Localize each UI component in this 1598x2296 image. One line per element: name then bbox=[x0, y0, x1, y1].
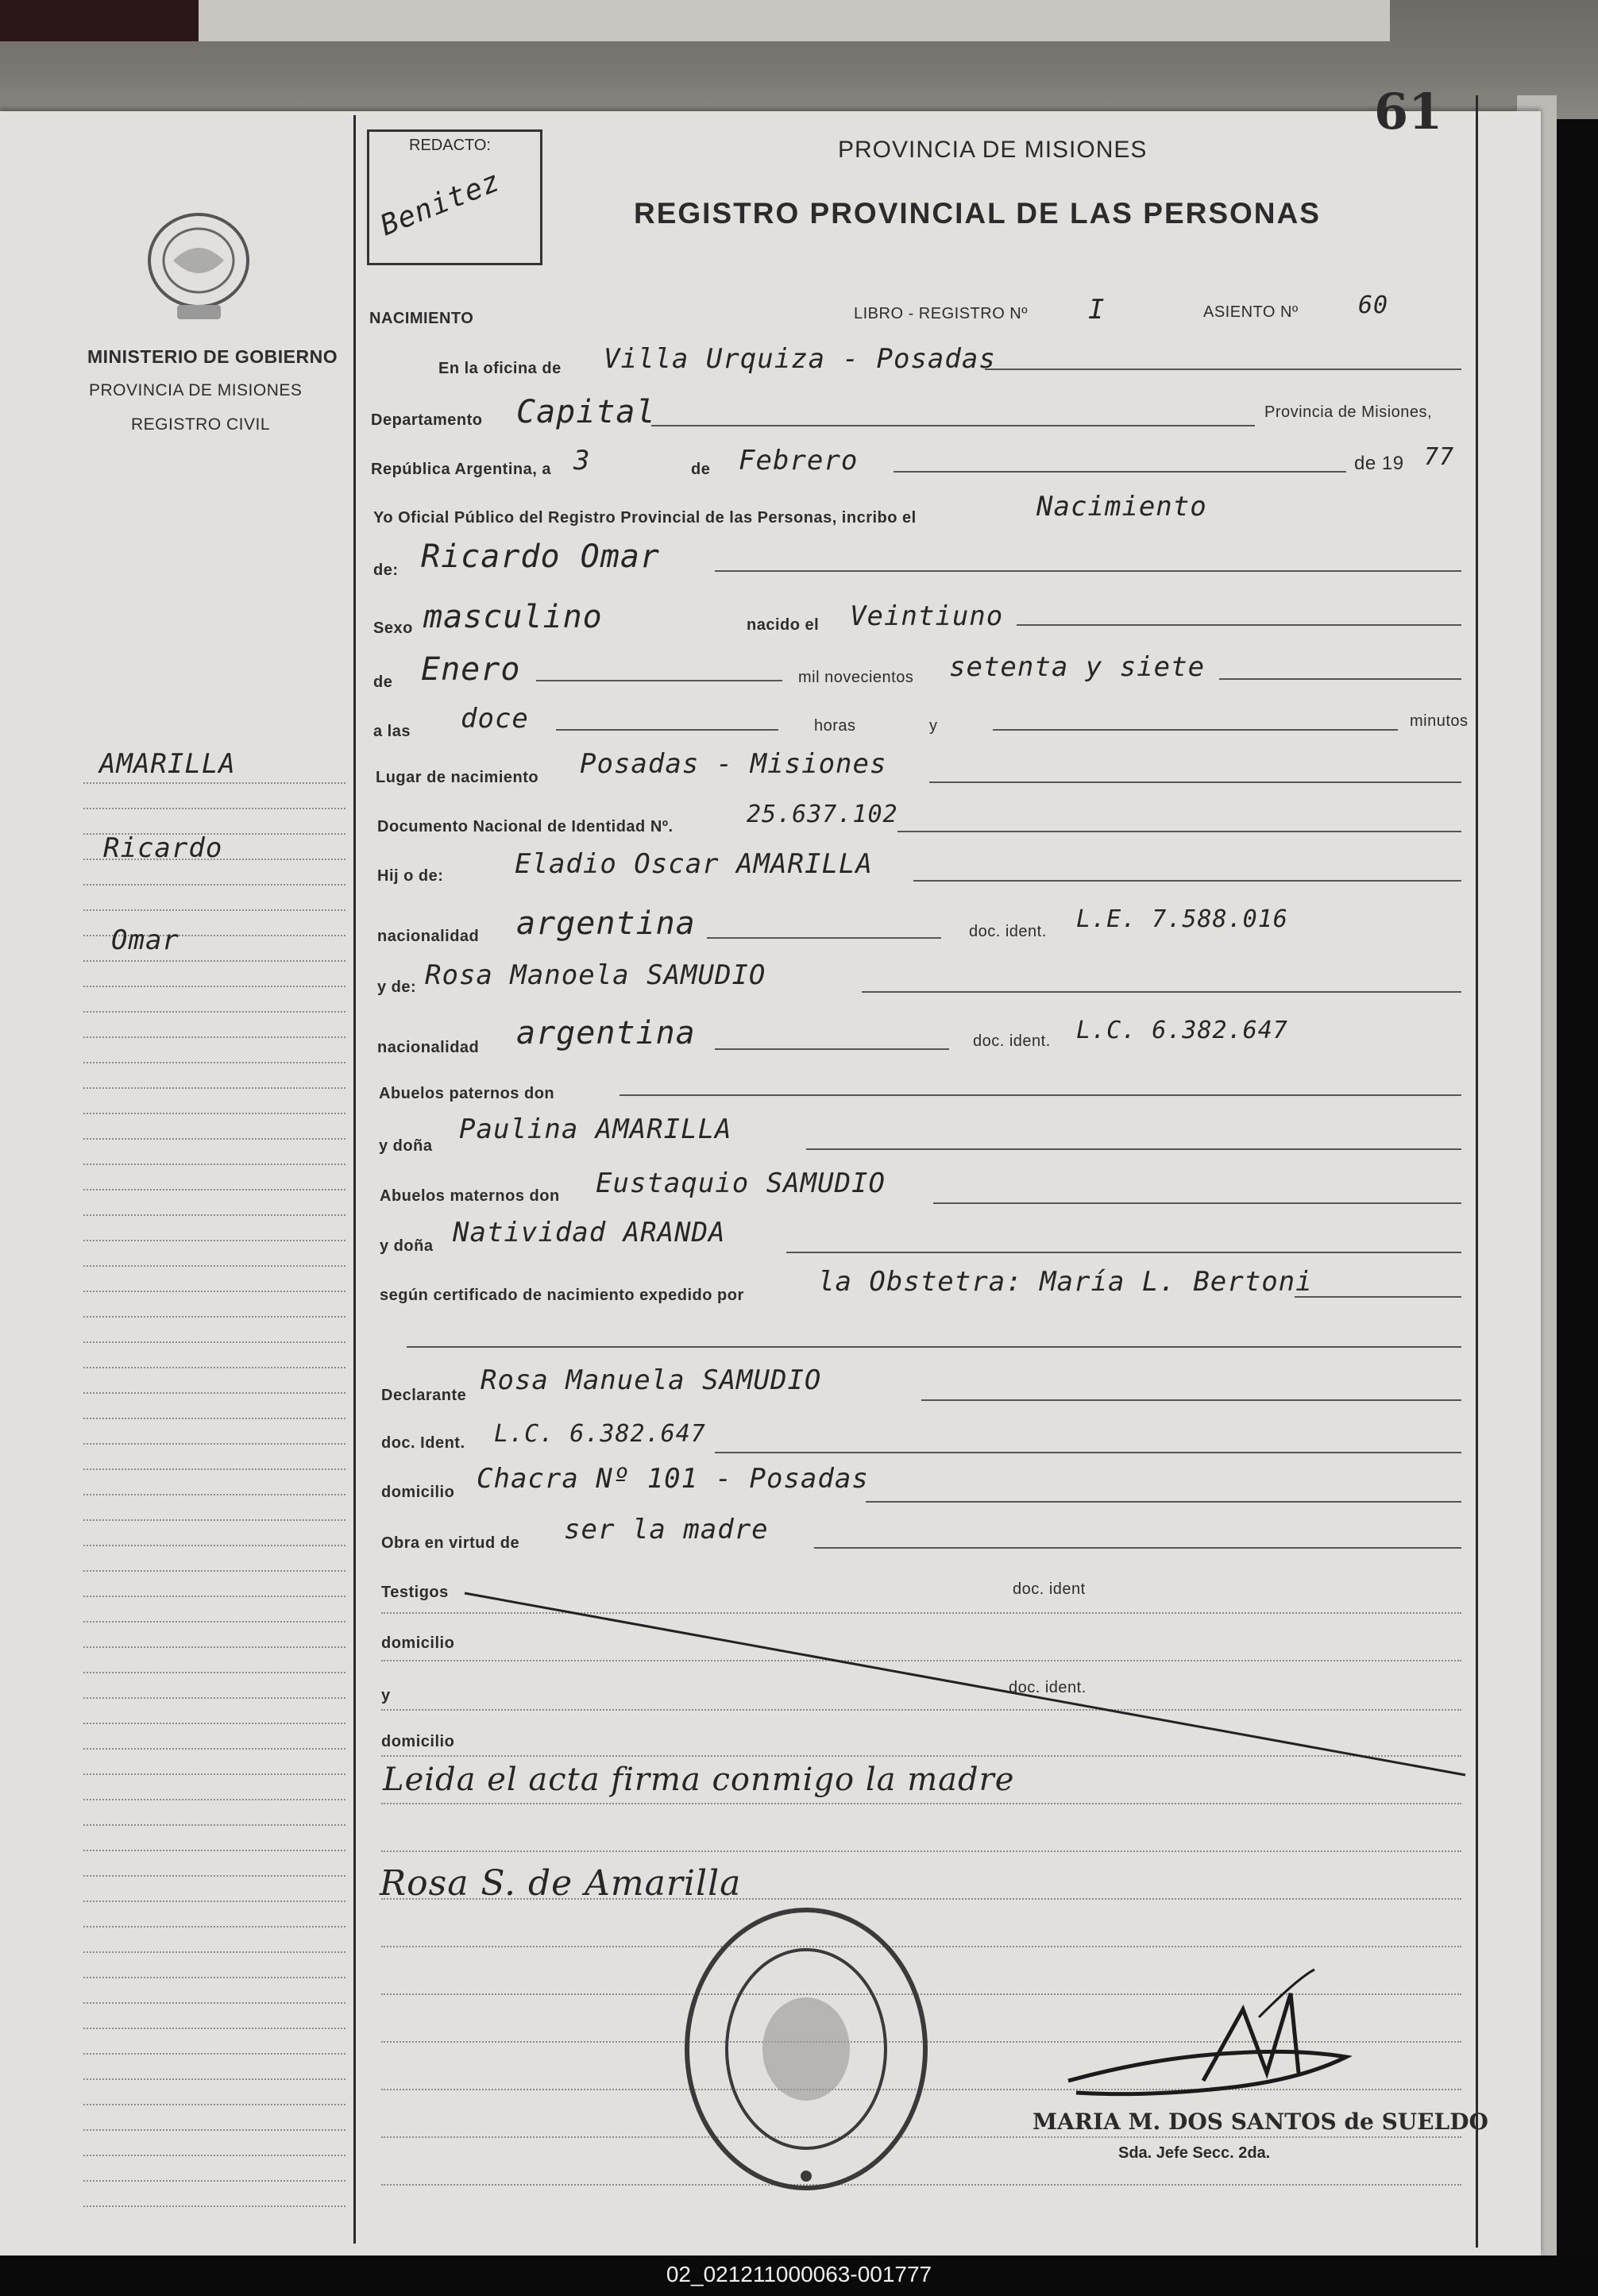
nacionalidad-2-label: nacionalidad bbox=[377, 1039, 480, 1056]
provincia-suffix: Provincia de Misiones, bbox=[1264, 403, 1433, 421]
obra-label: Obra en virtud de bbox=[381, 1534, 520, 1552]
header-registry: REGISTRO PROVINCIAL DE LAS PERSONAS bbox=[634, 197, 1321, 230]
nacionalidad-2-value: argentina bbox=[516, 1015, 696, 1052]
doc-1-label: doc. ident. bbox=[969, 923, 1047, 940]
mother-value: Rosa Manoela SAMUDIO bbox=[425, 959, 766, 991]
libro-label: LIBRO - REGISTRO Nº bbox=[854, 305, 1029, 322]
scan-caption: 02_021211000063-001777 bbox=[666, 2262, 932, 2286]
page-number: 61 bbox=[1374, 83, 1443, 141]
certificado-value: la Obstetra: María L. Bertoni bbox=[818, 1266, 1313, 1298]
ministry-title: MINISTERIO DE GOBIERNO bbox=[87, 346, 338, 367]
doc-1-value: L.E. 7.588.016 bbox=[1076, 905, 1288, 933]
official-title: Sda. Jefe Secc. 2da. bbox=[1118, 2144, 1271, 2162]
mother-signature: Rosa S. de Amarilla bbox=[380, 1863, 742, 1904]
person-value: Ricardo Omar bbox=[421, 538, 660, 575]
inscribo-value: Nacimiento bbox=[1036, 491, 1207, 523]
departamento-value: Capital bbox=[516, 394, 656, 430]
office-label: En la oficina de bbox=[438, 360, 562, 377]
official-signature-icon bbox=[1060, 1962, 1378, 2120]
dni-value: 25.637.102 bbox=[747, 801, 898, 828]
closing-note: Leida el acta firma conmigo la madre bbox=[383, 1762, 1015, 1798]
hijo-label: Hij o de: bbox=[377, 867, 444, 885]
y-dona-2-label: y doña bbox=[380, 1237, 434, 1255]
office-value: Villa Urquiza - Posadas bbox=[604, 343, 996, 375]
de2-label: de bbox=[373, 673, 393, 691]
father-value: Eladio Oscar AMARILLA bbox=[515, 848, 873, 880]
doc-2-label: doc. ident. bbox=[973, 1032, 1051, 1050]
doc-3-label: doc. Ident. bbox=[381, 1434, 465, 1452]
domicilio-2-label: domicilio bbox=[381, 1634, 455, 1652]
birth-month-value: Enero bbox=[421, 651, 521, 688]
registry-stamp-icon bbox=[679, 1902, 933, 2196]
nacionalidad-1-value: argentina bbox=[516, 905, 696, 942]
record-type-label: NACIMIENTO bbox=[369, 310, 474, 327]
day-value: 3 bbox=[573, 445, 591, 477]
abuelos-maternos-value: Eustaquio SAMUDIO bbox=[596, 1167, 886, 1199]
year-value: 77 bbox=[1424, 443, 1455, 471]
abuelos-paternos-label: Abuelos paternos don bbox=[379, 1085, 555, 1102]
horas-label: horas bbox=[814, 717, 856, 735]
dni-label: Documento Nacional de Identidad Nº. bbox=[377, 818, 674, 835]
a-las-label: a las bbox=[373, 723, 411, 740]
mil-value: setenta y siete bbox=[949, 651, 1206, 683]
testigos-label: Testigos bbox=[381, 1584, 449, 1601]
obra-value: ser la madre bbox=[564, 1514, 769, 1545]
declarante-value: Rosa Manuela SAMUDIO bbox=[481, 1364, 822, 1396]
republica-label: República Argentina, a bbox=[371, 461, 551, 478]
abuelos-maternos-label: Abuelos maternos don bbox=[380, 1187, 560, 1205]
domicilio-value: Chacra Nº 101 - Posadas bbox=[477, 1463, 869, 1495]
de-label: de bbox=[691, 461, 711, 478]
doc-3-value: L.C. 6.382.647 bbox=[494, 1420, 706, 1448]
declarante-label: Declarante bbox=[381, 1387, 467, 1404]
lugar-value: Posadas - Misiones bbox=[580, 748, 887, 780]
certificado-label: según certificado de nacimiento expedido por bbox=[380, 1287, 744, 1304]
asiento-value: 60 bbox=[1358, 291, 1389, 319]
y-dona-1-label: y doña bbox=[379, 1137, 433, 1155]
yo-oficial-text: Yo Oficial Público del Registro Provincial de las Personas, incribo el bbox=[373, 509, 917, 527]
minutos-label: minutos bbox=[1410, 712, 1469, 730]
official-name: MARIA M. DOS SANTOS de SUELDO bbox=[1033, 2109, 1488, 2135]
redacto-signature: Benitez bbox=[376, 164, 505, 243]
sexo-value: masculino bbox=[423, 599, 603, 635]
y-label: y bbox=[929, 717, 938, 735]
libro-value: I bbox=[1088, 294, 1106, 326]
margin-surname: AMARILLA bbox=[99, 748, 236, 780]
domicilio-label: domicilio bbox=[381, 1484, 455, 1501]
header-province: PROVINCIA DE MISIONES bbox=[838, 137, 1148, 163]
year-prefix: de 19 bbox=[1354, 453, 1404, 474]
hour-value: doce bbox=[461, 703, 529, 735]
margin-second-name: Omar bbox=[111, 924, 179, 956]
asiento-label: ASIENTO Nº bbox=[1203, 303, 1299, 321]
month-value: Febrero bbox=[739, 445, 859, 477]
departamento-label: Departamento bbox=[371, 411, 483, 429]
left-province: PROVINCIA DE MISIONES bbox=[89, 381, 303, 399]
mil-label: mil novecientos bbox=[798, 669, 914, 686]
nacido-value: Veintiuno bbox=[850, 600, 1004, 632]
doc-5-label: doc. ident. bbox=[1009, 1679, 1087, 1696]
lugar-label: Lugar de nacimiento bbox=[376, 769, 539, 786]
doc-2-value: L.C. 6.382.647 bbox=[1076, 1017, 1288, 1044]
left-civil-registry: REGISTRO CIVIL bbox=[131, 415, 271, 434]
doc-4-label: doc. ident bbox=[1013, 1580, 1086, 1598]
y-2-label: y bbox=[381, 1687, 391, 1704]
sexo-label: Sexo bbox=[373, 619, 413, 637]
nacionalidad-1-label: nacionalidad bbox=[377, 928, 480, 945]
abuela-paterna-value: Paulina AMARILLA bbox=[459, 1113, 732, 1145]
redacto-label: REDACTO: bbox=[409, 137, 491, 154]
nacido-label: nacido el bbox=[747, 616, 820, 634]
domicilio-3-label: domicilio bbox=[381, 1733, 455, 1750]
y-de-label: y de: bbox=[377, 978, 417, 996]
abuela-materna-value: Natividad ARANDA bbox=[453, 1217, 726, 1248]
margin-first-name: Ricardo bbox=[103, 832, 223, 864]
person-label: de: bbox=[373, 561, 399, 579]
